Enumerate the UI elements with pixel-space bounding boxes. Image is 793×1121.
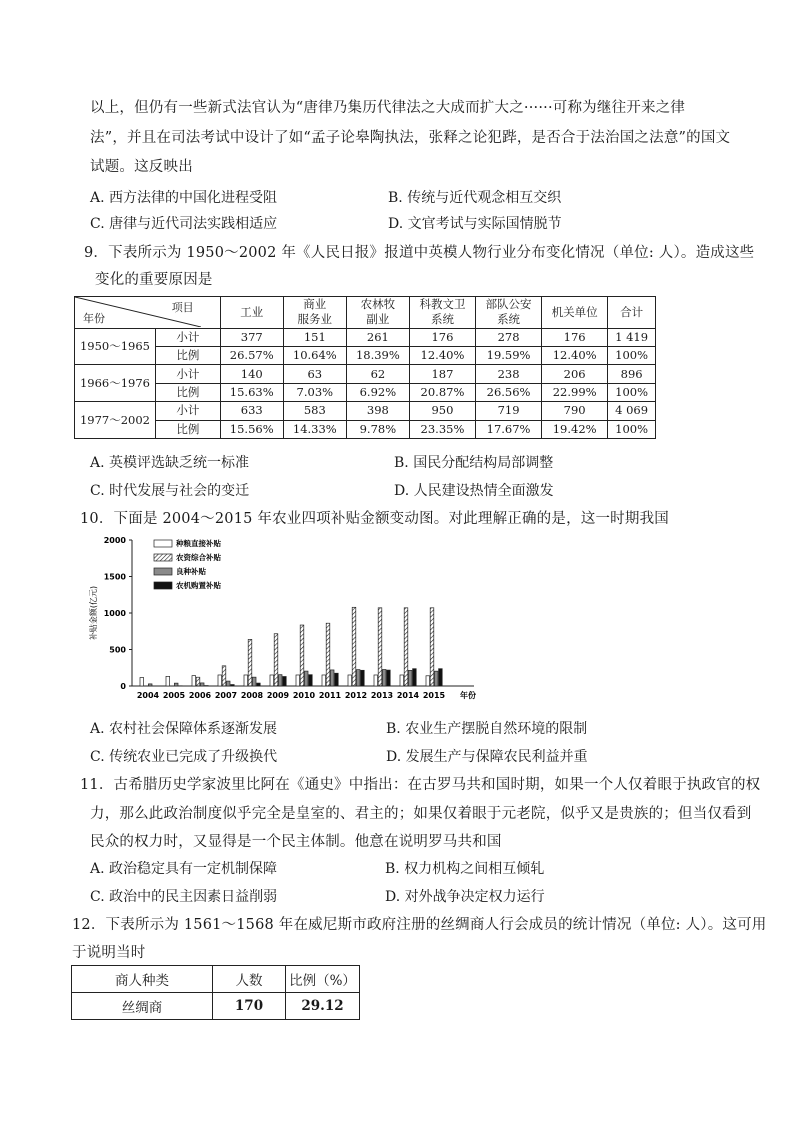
q11-option-d: D. 对外战争决定权力运行 [385, 889, 545, 905]
bar-gray [330, 670, 334, 686]
bar-hatched [248, 639, 252, 686]
bar-gray [252, 677, 256, 686]
x-tick-label: 2011 [318, 691, 342, 700]
q9-cell: 22.99% [542, 383, 608, 401]
q9-cell: 4 069 [608, 402, 656, 420]
bar-black [309, 675, 313, 686]
x-tick-label: 2014 [396, 691, 420, 700]
bar-gray [434, 671, 438, 686]
x-tick-label: 2015 [422, 691, 446, 700]
q9-period-cell: 1977～2002 [75, 402, 156, 439]
x-tick-label: 2005 [162, 691, 186, 700]
bar-hatched [326, 623, 330, 686]
q9-col-government: 机关单位 [542, 297, 608, 329]
q9-header-corner [75, 297, 221, 329]
x-tick-label: 2007 [214, 691, 238, 700]
q9-header-year: 年份 [83, 311, 105, 325]
q9-col-science: 科教文卫 系统 [409, 297, 475, 329]
bar-hatched [352, 607, 356, 686]
bar-black [413, 669, 417, 686]
q9-cell: 278 [476, 328, 542, 346]
q9-row-label: 小计 [156, 365, 221, 383]
q9-cell: 63 [283, 365, 346, 383]
legend-label: 农机购置补贴 [176, 581, 221, 590]
bar-black [231, 685, 235, 686]
q9-cell: 23.35% [409, 420, 475, 438]
q9-stem-line-2: 变化的重要原因是 [95, 272, 213, 288]
q11-stem-line-3: 民众的权力时，又显得是一个民主体制。他意在说明罗马共和国 [90, 834, 502, 850]
q9-option-c: C. 时代发展与社会的变迁 [90, 483, 250, 499]
bar-hatched [222, 666, 226, 686]
q9-col-agriculture: 农林牧 副业 [346, 297, 409, 329]
q9-cell: 633 [220, 402, 283, 420]
bar-hatched [274, 634, 278, 686]
q9-cell: 10.64% [283, 347, 346, 365]
q9-row-label: 小计 [156, 328, 221, 346]
bar-gray [200, 683, 204, 686]
x-tick-label: 2012 [344, 691, 368, 700]
q9-col-commerce: 商业 服务业 [283, 297, 346, 329]
q9-cell: 261 [346, 328, 409, 346]
q12-cell-count: 170 [213, 993, 286, 1020]
q10-option-d: D. 发展生产与保障农民利益并重 [386, 749, 588, 765]
x-axis-label: 年份 [460, 691, 476, 700]
y-tick-label: 1000 [103, 609, 126, 618]
bar-gray [278, 675, 282, 686]
q9-cell: 17.67% [476, 420, 542, 438]
q9-cell: 62 [346, 365, 409, 383]
q9-cell: 19.59% [476, 347, 542, 365]
bar-hollow [322, 675, 326, 686]
q11-stem-line-2: 力，那么此政治制度似乎完全是皇室的、君主的；如果仅着眼于元老院，似乎又是贵族的；但当仅看到 [90, 806, 752, 822]
q9-cell: 398 [346, 402, 409, 420]
q9-row-label: 比例 [156, 383, 221, 401]
q8-option-b: B. 传统与近代观念相互交织 [388, 190, 562, 206]
bar-hatched [300, 625, 304, 686]
bar-black [283, 677, 287, 686]
bar-gray [304, 671, 308, 686]
y-tick-label: 0 [120, 682, 126, 691]
intro-line-3: 试题。这反映出 [90, 159, 193, 175]
q12-header-type: 商人种类 [72, 966, 213, 993]
bar-hollow [166, 676, 170, 686]
q9-cell: 26.56% [476, 383, 542, 401]
q9-cell: 206 [542, 365, 608, 383]
legend-swatch [154, 554, 172, 561]
q9-cell: 15.63% [220, 383, 283, 401]
bar-hatched [404, 608, 408, 686]
q12-table [71, 965, 360, 1020]
q9-option-b: B. 国民分配结构局部调整 [394, 455, 554, 471]
q9-option-a: A. 英模评选缺乏统一标准 [90, 455, 250, 471]
bar-black [361, 670, 365, 686]
q9-cell: 176 [409, 328, 475, 346]
q9-cell: 18.39% [346, 347, 409, 365]
q9-cell: 896 [608, 365, 656, 383]
q9-stem-line-1: 9．下表所示为 1950～2002 年《人民日报》报道中英模人物行业分布变化情况（单位: 人）。造成这些 [84, 245, 755, 261]
q9-row-label: 小计 [156, 402, 221, 420]
q9-cell: 12.40% [409, 347, 475, 365]
y-tick-label: 2000 [103, 536, 126, 545]
x-tick-label: 2009 [266, 691, 290, 700]
q9-cell: 100% [608, 383, 656, 401]
x-tick-label: 2010 [292, 691, 316, 700]
q9-cell: 19.42% [542, 420, 608, 438]
legend-label: 良种补贴 [176, 567, 206, 576]
q9-cell: 100% [608, 420, 656, 438]
intro-line-1: 以上，但仍有一些新式法官认为“唐律乃集历代律法之大成而扩大之······可称为继往开来之律 [90, 100, 686, 116]
x-tick-label: 2004 [136, 691, 160, 700]
q9-cell: 377 [220, 328, 283, 346]
x-tick-label: 2013 [370, 691, 394, 700]
q9-cell: 583 [283, 402, 346, 420]
legend-swatch [154, 540, 172, 547]
bar-hollow [270, 675, 274, 686]
bar-hatched [196, 677, 200, 686]
q12-header-ratio: 比例（%） [286, 966, 360, 993]
q9-cell: 187 [409, 365, 475, 383]
q9-cell: 1 419 [608, 328, 656, 346]
q12-header-count: 人数 [213, 966, 286, 993]
bar-hatched [430, 608, 434, 686]
bar-hollow [218, 675, 222, 686]
q9-period-cell: 1950～1965 [75, 328, 156, 365]
q9-cell: 6.92% [346, 383, 409, 401]
q9-cell: 238 [476, 365, 542, 383]
q12-cell-ratio: 29.12 [286, 993, 360, 1020]
legend-swatch [154, 568, 172, 575]
bar-hollow [400, 675, 404, 686]
bar-gray [382, 670, 386, 686]
bar-hollow [192, 676, 196, 686]
q9-cell: 950 [409, 402, 475, 420]
bar-black [387, 670, 391, 686]
legend-label: 种粮直接补贴 [176, 539, 221, 548]
x-tick-label: 2008 [240, 691, 264, 700]
q11-option-b: B. 权力机构之间相互倾轧 [385, 861, 545, 877]
q9-cell: 20.87% [409, 383, 475, 401]
q9-row-label: 比例 [156, 347, 221, 365]
q8-option-a: A. 西方法律的中国化进程受阻 [90, 190, 278, 206]
bar-hollow [348, 675, 352, 686]
q9-cell: 151 [283, 328, 346, 346]
intro-line-2: 法”，并且在司法考试中设计了如“孟子论皋陶执法，张释之论犯跸，是否合于法治国之法意”的国文 [90, 130, 731, 146]
bar-hatched [378, 608, 382, 686]
legend-label: 农资综合补贴 [176, 553, 221, 562]
bar-black [335, 673, 339, 686]
x-tick-label: 2006 [188, 691, 212, 700]
bar-gray [174, 683, 178, 686]
bar-black [439, 669, 443, 686]
q9-cell: 790 [542, 402, 608, 420]
q9-cell: 140 [220, 365, 283, 383]
q9-cell: 7.03% [283, 383, 346, 401]
bar-gray [226, 681, 230, 686]
y-tick-label: 500 [109, 645, 126, 655]
y-tick-label: 1500 [103, 572, 126, 582]
q9-period-cell: 1966～1976 [75, 365, 156, 402]
q9-table [74, 296, 656, 439]
bar-gray [356, 670, 360, 686]
bar-hollow [140, 678, 144, 686]
q9-cell: 12.40% [542, 347, 608, 365]
q9-col-industry: 工业 [220, 297, 283, 329]
bar-hollow [244, 675, 248, 686]
bar-gray [408, 670, 412, 686]
q9-col-army: 部队公安 系统 [476, 297, 542, 329]
q10-option-a: A. 农村社会保障体系逐渐发展 [90, 721, 278, 737]
legend-swatch [154, 582, 172, 589]
q9-cell: 14.33% [283, 420, 346, 438]
q9-cell: 719 [476, 402, 542, 420]
q9-cell: 26.57% [220, 347, 283, 365]
q9-header-item: 项目 [171, 301, 194, 314]
q11-option-c: C. 政治中的民主因素日益削弱 [90, 889, 278, 905]
bar-gray [148, 684, 152, 686]
q9-cell: 15.56% [220, 420, 283, 438]
q10-option-c: C. 传统农业已完成了升级换代 [90, 749, 278, 765]
q8-option-c: C. 唐律与近代司法实践相适应 [90, 216, 278, 232]
q9-cell: 176 [542, 328, 608, 346]
q9-cell: 100% [608, 347, 656, 365]
q12-cell-type: 丝绸商 [72, 993, 213, 1020]
q10-option-b: B. 农业生产摆脱自然环境的限制 [386, 721, 588, 737]
q12-stem-line-1: 12．下表所示为 1561～1568 年在威尼斯市政府注册的丝绸商人行会成员的统计情况（单位: 人）。这可用 [72, 917, 767, 933]
q12-stem-line-2: 于说明当时 [72, 945, 146, 961]
q9-cell: 9.78% [346, 420, 409, 438]
q9-row-label: 比例 [156, 420, 221, 438]
q9-col-total: 合计 [608, 297, 656, 329]
bar-hollow [426, 676, 430, 686]
bar-hollow [374, 675, 378, 686]
q9-option-d: D. 人民建设热情全面激发 [394, 483, 554, 499]
bar-hollow [296, 675, 300, 686]
subsidy-bar-chart [74, 532, 486, 708]
q11-option-a: A. 政治稳定具有一定机制保障 [90, 861, 278, 877]
q11-stem-line-1: 11．古希腊历史学家波里比阿在《通史》中指出：在古罗马共和国时期，如果一个人仅着眼于执政官的权 [80, 777, 761, 793]
bar-black [257, 683, 261, 686]
y-axis-label: 补贴金额(亿元) [89, 585, 98, 641]
q8-option-d: D. 文官考试与实际国情脱节 [388, 216, 562, 232]
q10-stem: 10．下面是 2004～2015 年农业四项补贴金额变动图。对此理解正确的是，这一时期我国 [80, 511, 669, 527]
